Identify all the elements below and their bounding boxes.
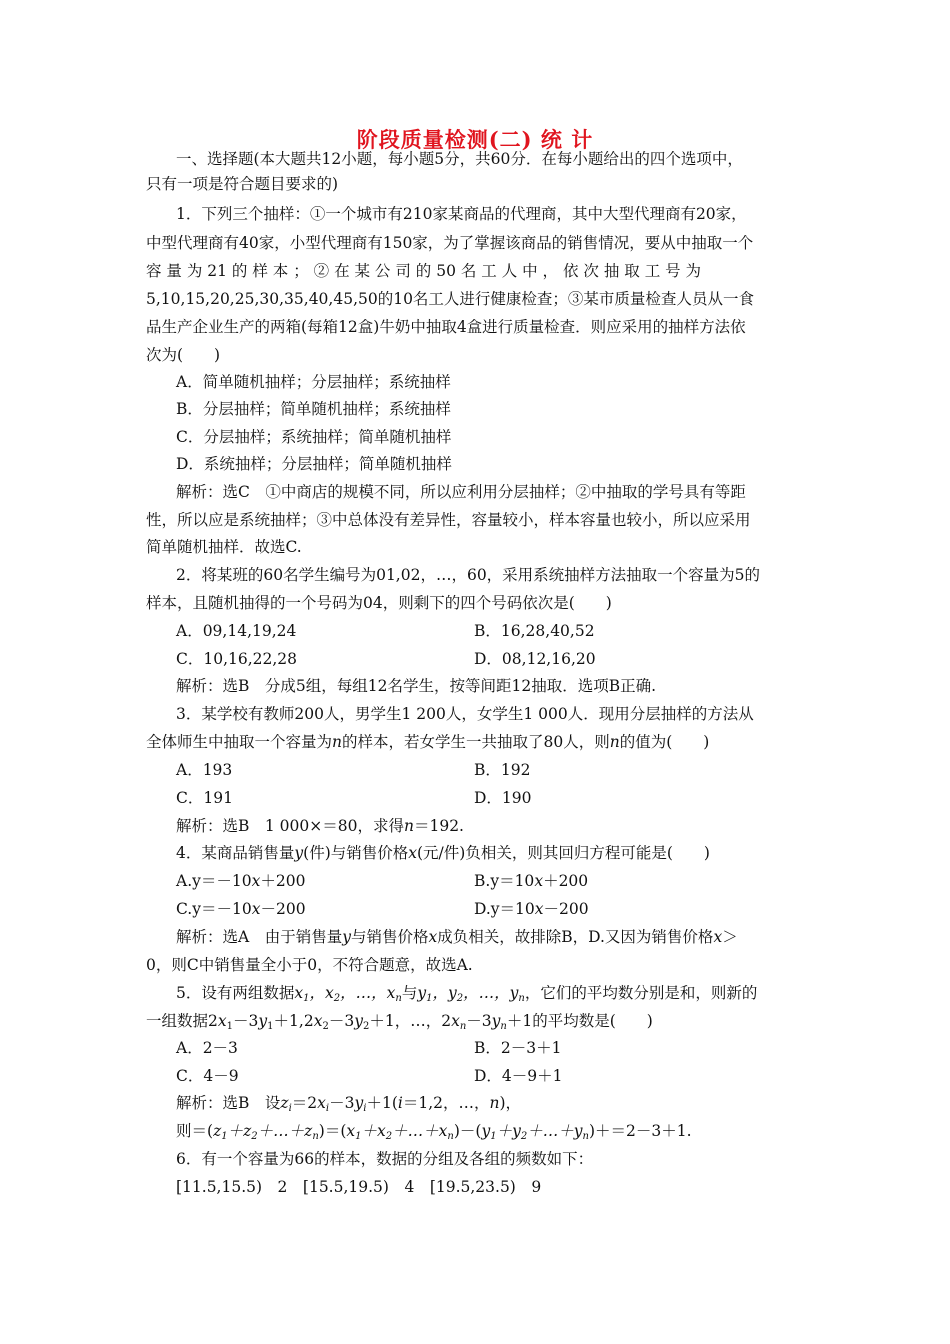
q5-analysis-text: 则＝(: [176, 1122, 214, 1140]
q6-stem-line1: 6．有一个容量为66的样本，数据的分组及各组的频数如下：: [176, 1150, 594, 1168]
q3-stem-text: 的值为( ): [619, 733, 710, 751]
q5-analysis-text: )＋＝2－3＋1.: [588, 1122, 692, 1140]
q5-stem-text: 一组数据: [146, 1012, 209, 1030]
q4-option-b-text: B.y＝10: [474, 872, 535, 890]
q1-option-b: B．分层抽样；简单随机抽样；系统抽样: [176, 400, 451, 418]
q1-stem-line1: 1．下列三个抽样：①一个城市有210家某商品的代理商，其中大型代理商有20家，: [176, 205, 747, 223]
q5-option-c: C．4－9: [176, 1067, 239, 1085]
q4-var-x: x: [713, 928, 723, 946]
q2-analysis: 解析：选B 分成5组，每组12名学生，按等间距12抽取．选项B正确.: [176, 677, 657, 695]
q3-analysis: [176, 816, 464, 836]
q5-math: $z_i$: [280, 1094, 292, 1114]
q4-var-x: x: [428, 928, 438, 946]
q4-option-b-text: ＋200: [543, 872, 589, 890]
q3-stem-text: 的样本，若女学生一共抽取了80人，则: [342, 733, 610, 751]
q1-stem-line3: 容 量 为 21 的 样 本 ； ② 在 某 公 司 的 50 名 工 人 中 ， 依 次 抽 取 工 号 为: [146, 262, 702, 280]
q4-var-x: x: [251, 872, 261, 890]
q5-math: $x_1+x_2+\dots+x_n$: [346, 1122, 454, 1142]
q5-math: $2x_1-3y_1+1,2x_2-3y_2+1$，…，$2x_n-3y_n+1$: [208, 1012, 533, 1032]
q3-stem-text: 全体师生中抽取一个容量为: [146, 733, 333, 751]
q5-analysis-text: ＋1(: [366, 1094, 398, 1112]
q1-stem-line4: 5,10,15,20,25,30,35,40,45,50的10名工人进行健康检查；③某市质量检查人员从一食: [146, 290, 754, 308]
q4-var-y: y: [294, 844, 304, 862]
q1-analysis-line3: 简单随机抽样．故选C.: [146, 538, 302, 556]
q3-stem-line2: [146, 732, 709, 752]
q4-option-d-text: D.y＝10: [474, 900, 535, 918]
q4-option-a: [176, 871, 305, 891]
q5-analysis-text: )，: [499, 1094, 522, 1112]
q4-option-c: [176, 899, 306, 919]
q3-var-n: n: [403, 817, 414, 835]
q4-stem-text: (件)与销售价格: [303, 844, 409, 862]
q5-stem-text: ，它们的平均数分别是和，则新的: [524, 984, 758, 1002]
q3-analysis-text: ＝192.: [413, 817, 464, 835]
section-heading-line2: 只有一项是符合题目要求的): [146, 175, 339, 193]
q1-option-c: C．分层抽样；系统抽样；简单随机抽样: [176, 428, 452, 446]
q4-analysis-text: ＞: [722, 928, 738, 946]
q4-option-c-text: －200: [260, 900, 306, 918]
section-heading-line1: 一、选择题(本大题共12小题，每小题5分，共60分．在每小题给出的四个选项中，: [176, 150, 743, 168]
q4-stem-text: (元/件)负相关，则其回归方程可能是( ): [417, 844, 710, 862]
q5-math: $x_i$: [317, 1094, 330, 1114]
q4-analysis-line1: [176, 927, 738, 947]
q5-option-d: D．4－9＋1: [474, 1067, 563, 1085]
q4-var-x: x: [534, 872, 544, 890]
q4-var-y: y: [342, 928, 351, 946]
q5-math: $y_1+y_2+\dots+y_n$: [481, 1122, 589, 1142]
q5-analysis-text: ＝1,2，…，: [402, 1094, 490, 1112]
page-title: 阶段质量检测(二) 统 计: [356, 127, 594, 152]
q1-analysis-line1: 解析：选C ①中商店的规模不同，所以应利用分层抽样；②中抽取的学号具有等距: [176, 483, 746, 501]
q5-analysis-text: ＝2: [291, 1094, 318, 1112]
q5-stem-text: 与: [401, 984, 418, 1002]
q4-option-b: [474, 871, 588, 891]
q1-stem-line2: 中型代理商有40家，小型代理商有150家，为了掌握该商品的销售情况，要从中抽取一个: [146, 234, 754, 252]
q1-option-d: D．系统抽样；分层抽样；简单随机抽样: [176, 455, 452, 473]
q6-frequency-groups: [11.5,15.5) 2 [15.5,19.5) 4 [19.5,23.5) 9: [176, 1178, 542, 1196]
q5-option-b: B．2－3＋1: [474, 1039, 562, 1057]
q5-analysis-text: －3: [329, 1094, 355, 1112]
q4-option-d-text: －200: [543, 900, 589, 918]
q4-var-x: x: [408, 844, 417, 862]
q5-option-a: A．2－3: [176, 1039, 238, 1057]
q4-option-a-text: ＋200: [260, 872, 306, 890]
q4-analysis-text: 与销售价格: [350, 928, 429, 946]
q3-var-n: n: [332, 733, 342, 751]
q4-stem: [176, 843, 710, 863]
q2-option-c: C．10,16,22,28: [176, 650, 298, 668]
q5-math: $y_i$: [354, 1094, 367, 1114]
q3-analysis-text: 解析：选B 1 000×＝80，求得: [176, 817, 404, 835]
q3-option-d: D．190: [474, 789, 532, 807]
q5-stem-line1: [176, 983, 757, 1009]
q1-analysis-line2: 性，所以应是系统抽样；③中总体没有差异性，容量较小，样本容量也较小，所以应采用: [146, 511, 751, 529]
q5-math: $z_1+z_2+\dots+z_n$: [213, 1122, 319, 1142]
q3-var-n: n: [609, 733, 620, 751]
q5-analysis-text: )＝(: [318, 1122, 347, 1140]
q4-stem-text: 4．某商品销售量: [176, 844, 295, 862]
q4-analysis-line2: 0，则C中销售量全小于0，不符合题意，故选A.: [146, 956, 473, 974]
q3-option-b: B．192: [474, 761, 531, 779]
q5-stem-text: 5．设有两组数据: [176, 984, 295, 1002]
q5-stem-line2: [146, 1011, 653, 1037]
q4-option-a-text: A.y＝－10: [176, 872, 252, 890]
q1-stem-line5: 品生产企业生产的两箱(每箱12盒)牛奶中抽取4盒进行质量检查．则应采用的抽样方法依: [146, 318, 746, 336]
q5-analysis-line2: [176, 1121, 692, 1147]
q2-option-d: D．08,12,16,20: [474, 650, 596, 668]
q5-math: n: [489, 1094, 500, 1112]
q5-analysis-text: 解析：选B 设: [176, 1094, 281, 1112]
q1-stem-line6: 次为( ): [146, 346, 221, 364]
q1-option-a: A．简单随机抽样；分层抽样；系统抽样: [176, 373, 451, 391]
q2-stem-line1: 2．将某班的60名学生编号为01,02，…，60，采用系统抽样方法抽取一个容量为5的: [176, 566, 761, 584]
q3-option-c: C．191: [176, 789, 233, 807]
q2-option-a: A．09,14,19,24: [176, 622, 297, 640]
q3-option-a: A．193: [176, 761, 233, 779]
q4-option-d: [474, 899, 589, 919]
q4-analysis-text: 成负相关，故排除B，D.又因为销售价格: [437, 928, 714, 946]
q5-analysis-text: )－(: [453, 1122, 482, 1140]
q4-option-c-text: C.y＝－10: [176, 900, 252, 918]
q3-stem-line1: 3．某学校有教师200人，男学生1 200人，女学生1 000人．现用分层抽样的方法从: [176, 705, 754, 723]
q5-stem-text: 的平均数是( ): [532, 1012, 653, 1030]
q4-var-x: x: [534, 900, 544, 918]
q5-analysis-line1: [176, 1093, 521, 1119]
q5-math: $y_1$，$y_2$，…，$y_n$: [417, 984, 525, 1004]
q5-math: i: [397, 1094, 403, 1112]
q5-math: $x_1$，$x_2$，…，$x_n$: [294, 984, 402, 1004]
q2-stem-line2: 样本，且随机抽得的一个号码为04，则剩下的四个号码依次是( ): [146, 594, 612, 612]
q2-option-b: B．16,28,40,52: [474, 622, 595, 640]
q4-var-x: x: [251, 900, 261, 918]
q4-analysis-text: 解析：选A 由于销售量: [176, 928, 343, 946]
